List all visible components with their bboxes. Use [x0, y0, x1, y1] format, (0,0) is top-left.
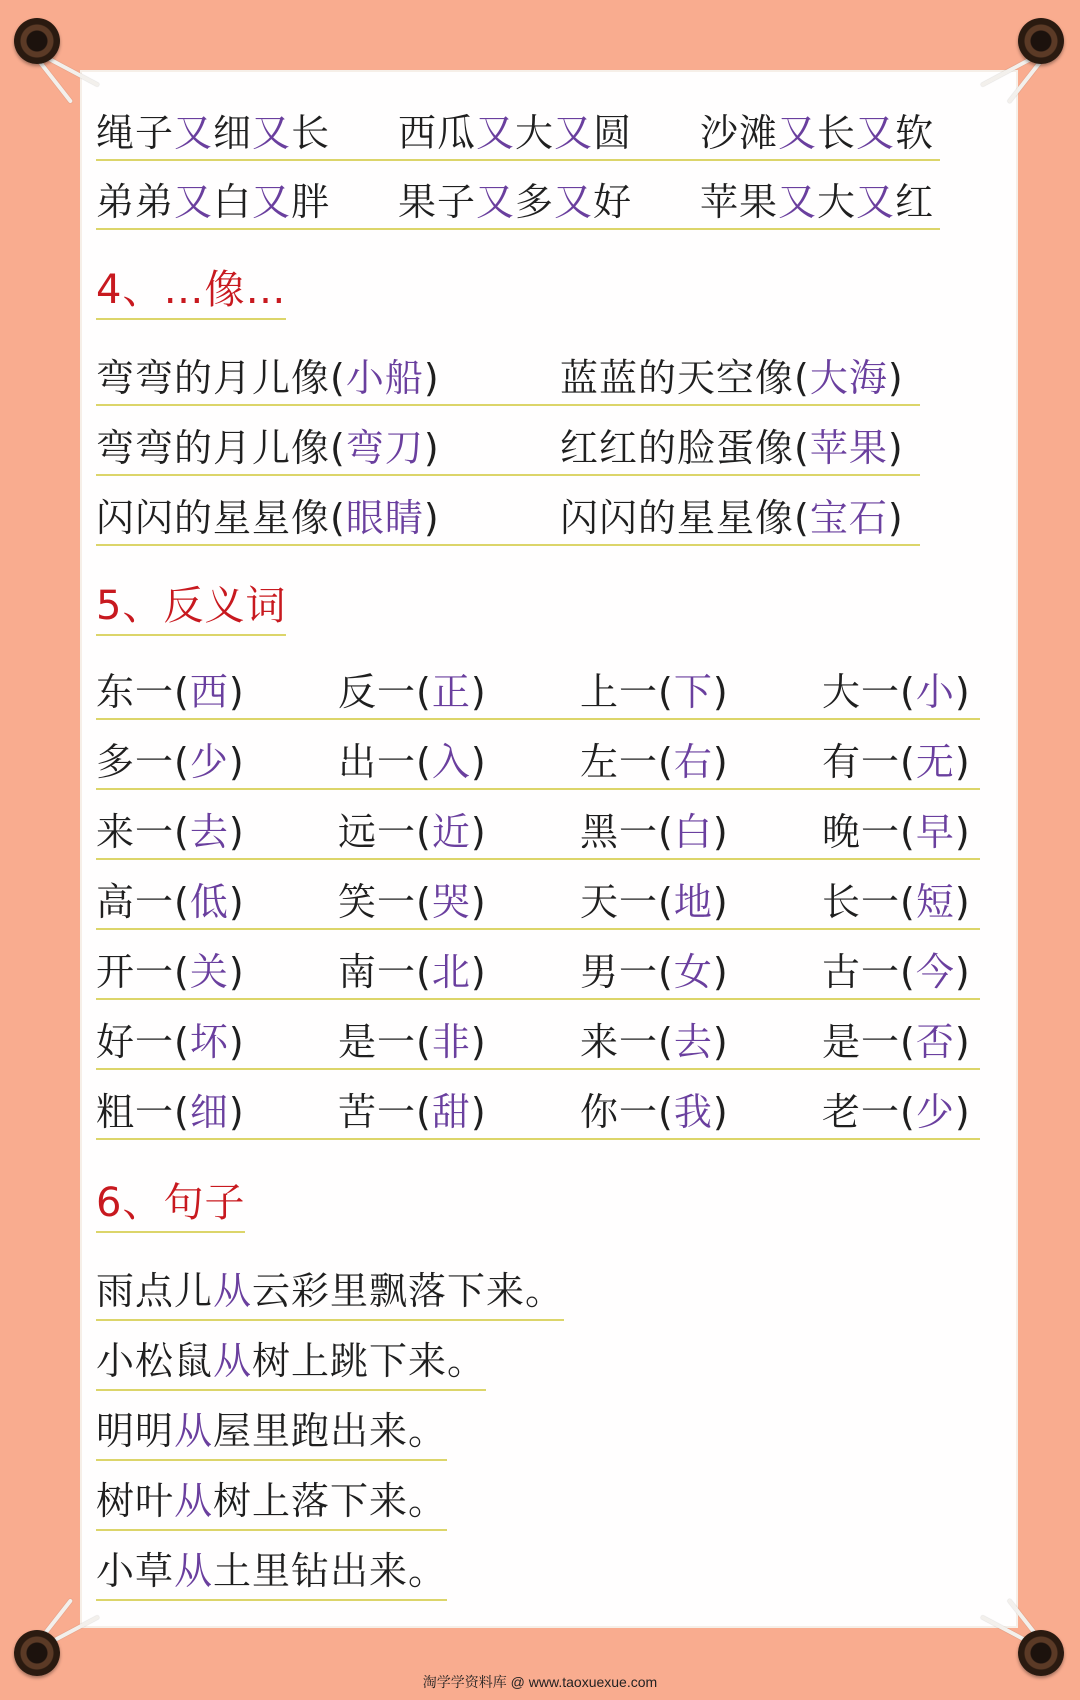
- antonym-pair: 男一(女): [580, 944, 822, 1000]
- sentence-line: 小松鼠从树上跳下来。: [96, 1333, 486, 1391]
- antonym-pair: 苦一(甜): [338, 1084, 580, 1140]
- antonym-pair: 东一(西): [96, 664, 338, 720]
- antonym-pair: 黑一(白): [580, 804, 822, 860]
- you-phrase: 苹果又大又红: [700, 174, 940, 230]
- footer-watermark: 淘学学资料库 @ www.taoxuexue.com: [422, 1674, 658, 1690]
- antonym-pair: 好一(坏): [96, 1014, 338, 1070]
- antonym-pair: 笑一(哭): [338, 874, 580, 930]
- antonym-pair: 高一(低): [96, 874, 338, 930]
- antonym-pair: 出一(入): [338, 734, 580, 790]
- section-heading-4: 4、…像…: [96, 262, 286, 320]
- pin-icon: [1018, 18, 1064, 64]
- section-heading-5: 5、反义词: [96, 578, 286, 636]
- antonym-row: [96, 1014, 980, 1070]
- antonym-pair: 反一(正): [338, 664, 580, 720]
- simile-row: [96, 350, 920, 406]
- antonym-pair: 老一(少): [822, 1084, 980, 1140]
- you-row: [96, 174, 940, 230]
- antonym-pair: 远一(近): [338, 804, 580, 860]
- antonym-pair: 天一(地): [580, 874, 822, 930]
- simile-phrase: 闪闪的星星像(眼睛): [96, 490, 560, 546]
- antonym-pair: 晚一(早): [822, 804, 980, 860]
- simile-row: [96, 420, 920, 476]
- simile-phrase: 弯弯的月儿像(弯刀): [96, 420, 560, 476]
- antonym-pair: 来一(去): [580, 1014, 822, 1070]
- you-phrase: 西瓜又大又圆: [398, 105, 700, 161]
- antonym-row: [96, 1084, 980, 1140]
- antonym-pair: 是一(否): [822, 1014, 980, 1070]
- antonym-pair: 古一(今): [822, 944, 980, 1000]
- you-phrase: 绳子又细又长: [96, 105, 398, 161]
- antonym-pair: 粗一(细): [96, 1084, 338, 1140]
- antonym-pair: 有一(无): [822, 734, 980, 790]
- sentence-line: 树叶从树上落下来。: [96, 1473, 447, 1531]
- sentence-line: 雨点儿从云彩里飘落下来。: [96, 1263, 564, 1321]
- antonym-pair: 大一(小): [822, 664, 980, 720]
- simile-phrase: 弯弯的月儿像(小船): [96, 350, 560, 406]
- antonym-pair: 上一(下): [580, 664, 822, 720]
- antonym-pair: 你一(我): [580, 1084, 822, 1140]
- simile-phrase: 闪闪的星星像(宝石): [560, 490, 920, 546]
- simile-phrase: 蓝蓝的天空像(大海): [560, 350, 920, 406]
- you-phrase: 沙滩又长又软: [700, 105, 940, 161]
- pin-icon: [1018, 1630, 1064, 1676]
- antonym-row: [96, 734, 980, 790]
- antonym-pair: 多一(少): [96, 734, 338, 790]
- simile-phrase: 红红的脸蛋像(苹果): [560, 420, 920, 476]
- sentence-line: 小草从土里钻出来。: [96, 1543, 447, 1601]
- you-row: [96, 105, 940, 161]
- antonym-pair: 开一(关): [96, 944, 338, 1000]
- sentence-line: 明明从屋里跑出来。: [96, 1403, 447, 1461]
- antonym-pair: 南一(北): [338, 944, 580, 1000]
- antonym-row: [96, 944, 980, 1000]
- simile-row: [96, 490, 920, 546]
- you-phrase: 弟弟又白又胖: [96, 174, 398, 230]
- antonym-pair: 长一(短): [822, 874, 980, 930]
- antonym-row: [96, 664, 980, 720]
- antonym-row: [96, 874, 980, 930]
- section-heading-6: 6、句子: [96, 1175, 245, 1233]
- pin-icon: [14, 1630, 60, 1676]
- antonym-pair: 来一(去): [96, 804, 338, 860]
- antonym-pair: 左一(右): [580, 734, 822, 790]
- antonym-row: [96, 804, 980, 860]
- you-phrase: 果子又多又好: [398, 174, 700, 230]
- pin-icon: [14, 18, 60, 64]
- antonym-pair: 是一(非): [338, 1014, 580, 1070]
